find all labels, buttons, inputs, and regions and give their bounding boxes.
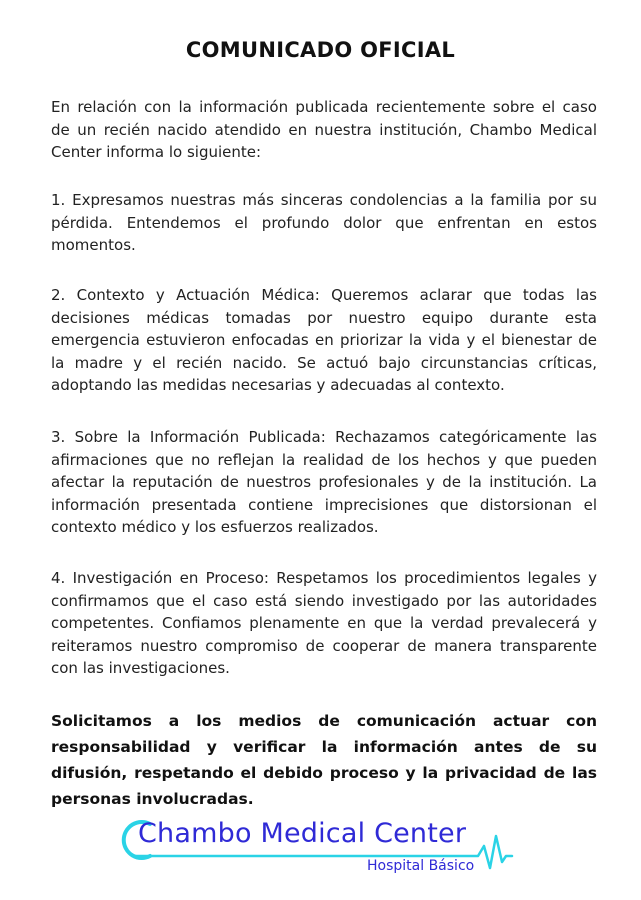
logo-subtitle: Hospital Básico — [367, 858, 475, 874]
point-3-paragraph: 3. Sobre la Información Publicada: Rechazamos categóricamente las afirmaciones que no reflejan la realidad de los hechos y que pueden afectar la reputación de nuestros profesionales y de la institución. La información presentada contiene imprecisiones que distorsionan el contexto médico y los esfuerzos realizados. — [51, 428, 597, 536]
logo-name: Chambo Medical Center — [138, 818, 467, 849]
point-1-paragraph: 1. Expresamos nuestras más sinceras condolencias a la familia por su pérdida. Entendemos el profundo dolor que enfrentan en estos momentos. — [51, 191, 597, 254]
point-2-paragraph: 2. Contexto y Actuación Médica: Queremos aclarar que todas las decisiones médicas tomadas por nuestro equipo durante esta emergencia estuvieron enfocadas en priorizar la vida y el bienestar de la madre y el recién nacido. Se actuó bajo circunstancias críticas, adoptando las medidas necesarias y adecuadas al contexto. — [51, 286, 597, 394]
document-title: COMUNICADO OFICIAL — [185, 38, 456, 62]
point-4-paragraph: 4. Investigación en Proceso: Respetamos los procedimientos legales y confirmamos que el caso está siendo investigado por las autoridades competentes. Confiamos plenamente en que la verdad prevalecerá y reiteramos nuestro compromiso de cooperar de manera transparente con las investigaciones. — [51, 569, 597, 677]
intro-paragraph: En relación con la información publicada recientemente sobre el caso de un recién nacido atendido en nuestra institución, Chambo Medical Center informa lo siguiente: — [51, 98, 597, 161]
hospital-logo — [120, 818, 520, 888]
closing-statement: Solicitamos a los medios de comunicación actuar con responsabilidad y verificar la información antes de su difusión, respetando el debido proceso y la privacidad de las personas involucradas. — [51, 712, 597, 808]
